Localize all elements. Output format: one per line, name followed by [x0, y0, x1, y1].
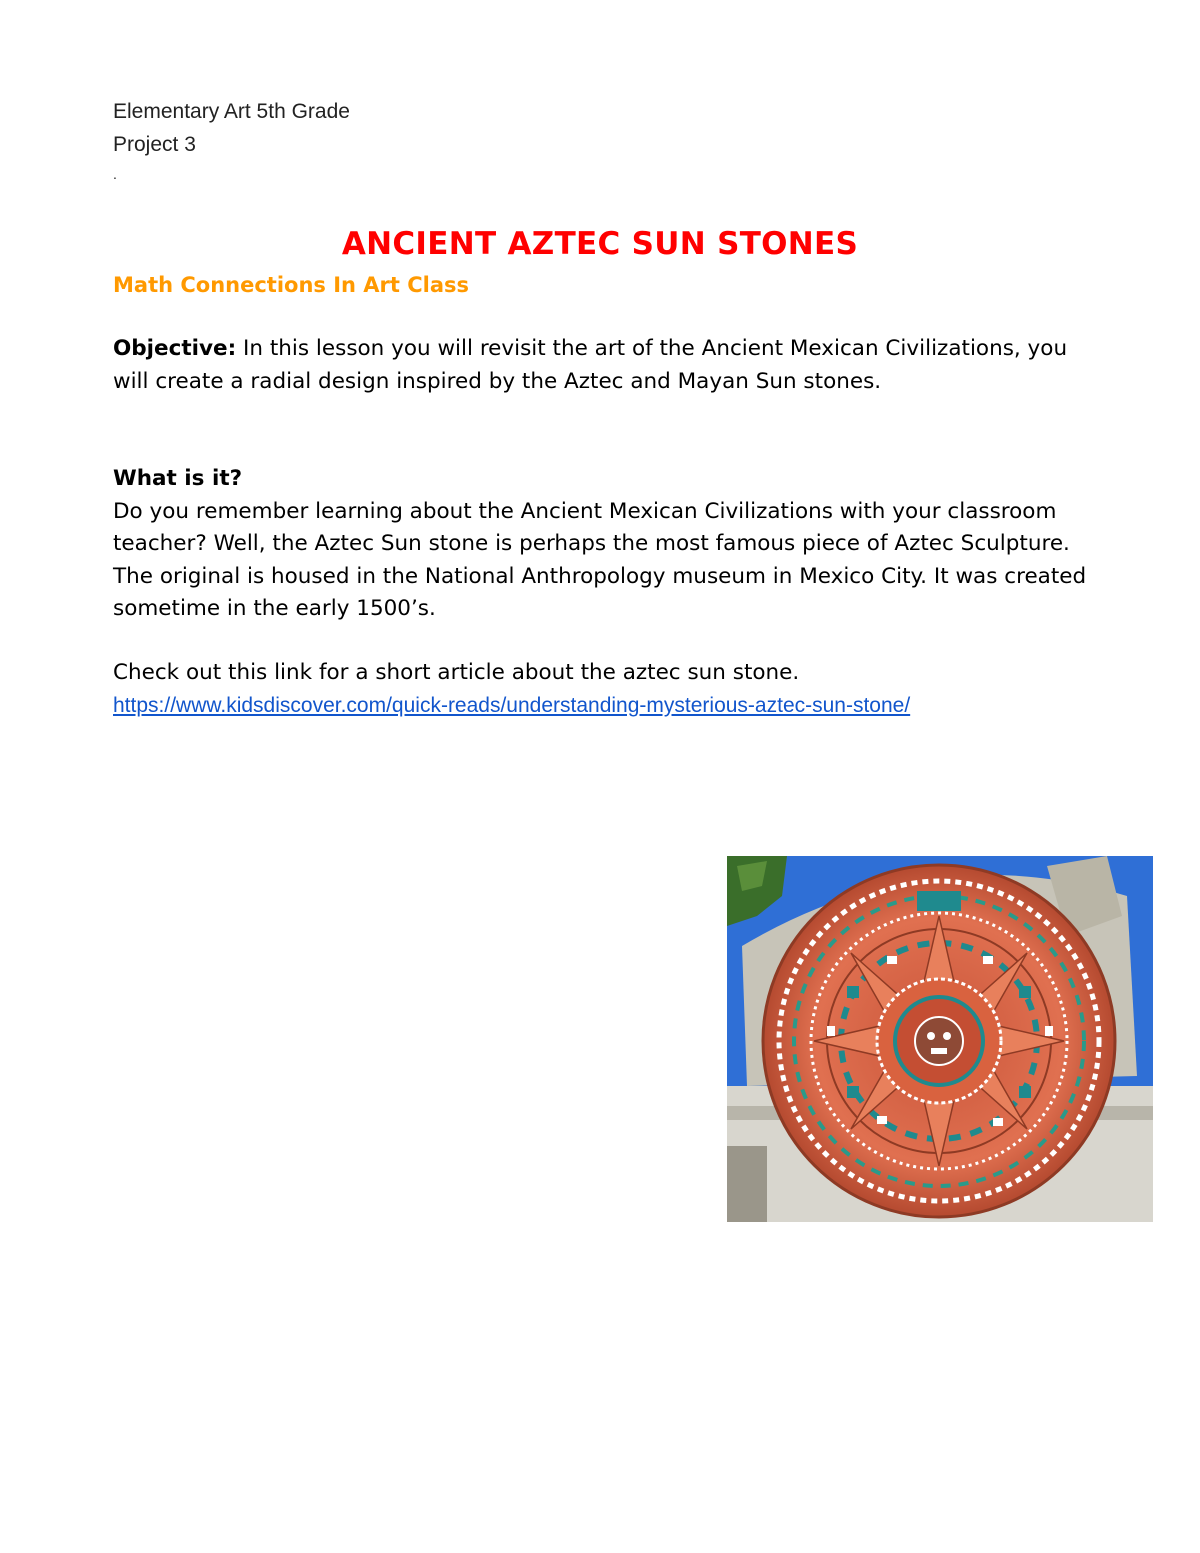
what-is-it-heading: What is it?	[113, 466, 243, 491]
objective-text: In this lesson you will revisit the art of the Ancient Mexican Civilizations, you will create a radial design inspired by the Aztec and Mayan Sun stones.	[113, 336, 1068, 394]
article-link[interactable]: https://www.kidsdiscover.com/quick-reads/understanding-mysterious-aztec-sun-stone/	[113, 693, 911, 717]
header-dot: .	[113, 166, 117, 182]
page-title: ANCIENT AZTEC SUN STONES	[341, 226, 859, 262]
check-out-text: Check out this link for a short article about the aztec sun stone.	[113, 660, 800, 685]
aztec-sun-stone-photo	[727, 856, 1153, 1222]
page-subtitle: Math Connections In Art Class	[113, 273, 470, 297]
what-is-it-text: Do you remember learning about the Ancient Mexican Civilizations with your classroom teacher? Well, the Aztec Sun stone is perhaps the most famous piece of Aztec Sculpture. The original is housed in the National Anthropology museum in Mexico City. It was created sometime in the early 1500’s.	[113, 498, 1087, 621]
what-is-it-section	[113, 463, 1098, 626]
objective-label: Objective:	[113, 336, 237, 361]
course-label: Elementary Art 5th Grade	[113, 100, 350, 123]
objective-paragraph	[113, 333, 1098, 398]
project-label: Project 3	[113, 133, 196, 156]
check-out-section	[113, 657, 1098, 722]
